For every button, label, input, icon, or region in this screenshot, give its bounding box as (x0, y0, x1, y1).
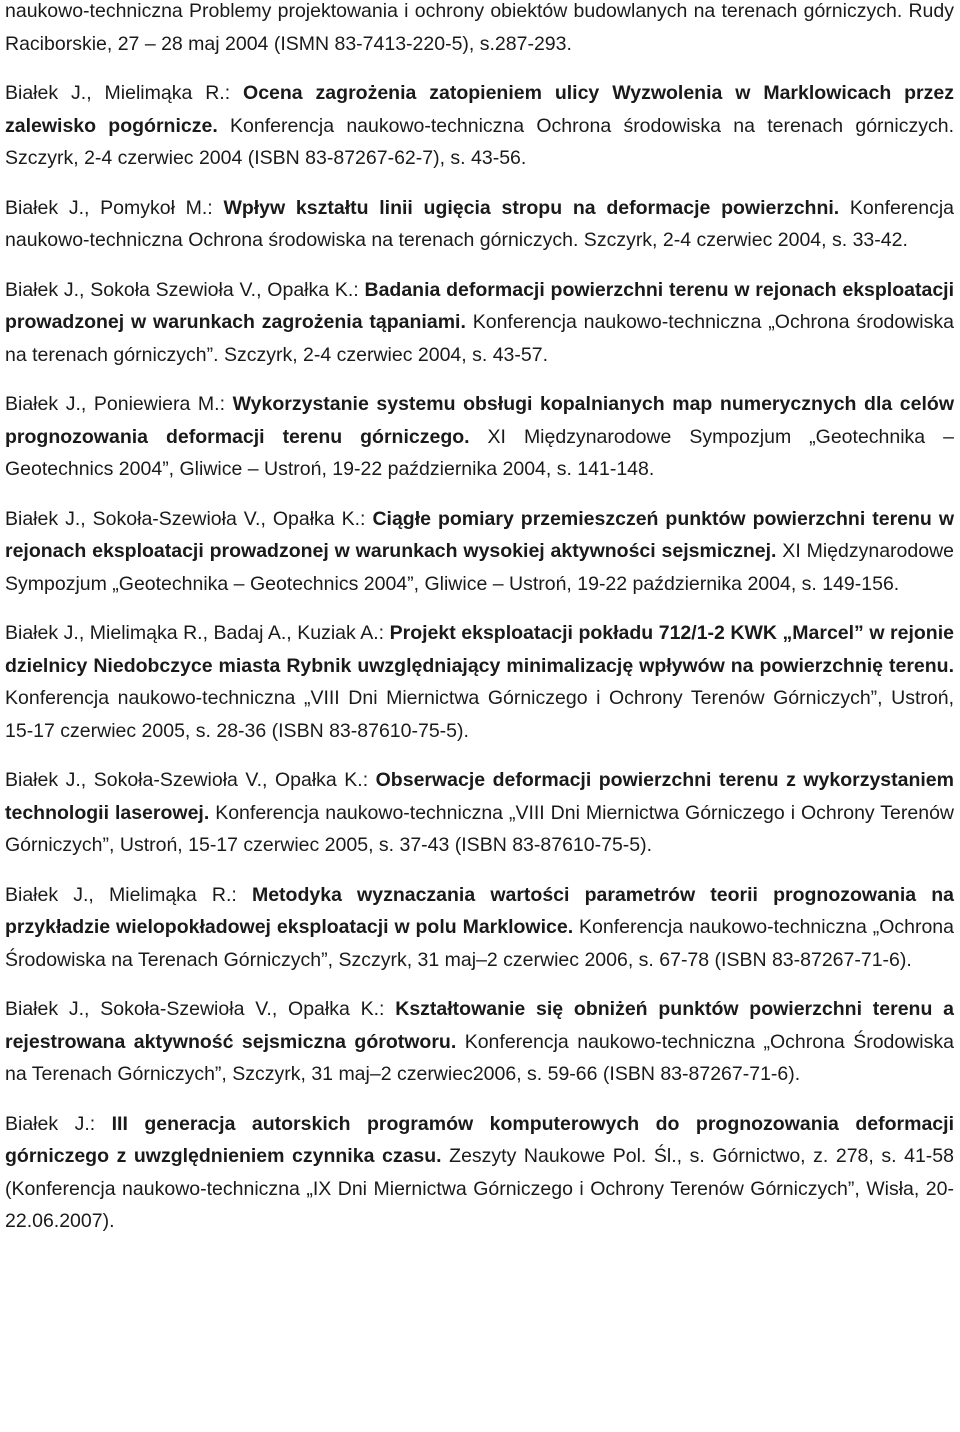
reference-entry (5, 192, 954, 257)
reference-entry (5, 879, 954, 977)
reference-title: Ocena zagrożenia zatopieniem ulicy Wyzwolenia w Marklowicach przez zalewisko pogórnicze. (5, 82, 954, 137)
reference-title: Projekt eksploatacji pokładu 712/1-2 KWK „Marcel” w rejonie dzielnicy Niedobczyce miasta Rybnik uwzględniający minimalizację wpływów na powierzchnię terenu. (5, 622, 954, 677)
reference-details: Konferencja naukowo-techniczna „Ochrona Środowiska na Terenach Górniczych”, Szczyrk, 31 maj–2 czerwiec2006, s. 59-66 (ISBN 83-87267-71-6). (5, 1030, 954, 1085)
reference-entry (5, 388, 954, 486)
reference-details: Konferencja naukowo-techniczna „Ochrona Środowiska na Terenach Górniczych”, Szczyrk, 31 maj–2 czerwiec 2006, s. 67-78 (ISBN 83-87267-71-6). (5, 916, 954, 971)
reference-entry (5, 274, 954, 372)
reference-authors: Białek J., Mielimąka R., Badaj A., Kuziak A.: (5, 622, 390, 644)
reference-details: Konferencja naukowo-techniczna Ochrona środowiska na terenach górniczych. Szczyrk, 2-4 czerwiec 2004, s. 33-42. (5, 196, 954, 251)
reference-entry (5, 1108, 954, 1238)
reference-authors: Białek J., Poniewiera M.: (5, 393, 233, 415)
reference-authors: Białek J., Sokoła-Szewioła V., Opałka K.: (5, 998, 396, 1020)
reference-authors: Białek J., Mielimąka R.: (5, 883, 252, 906)
reference-title: Obserwacje deformacji powierzchni terenu z wykorzystaniem technologii laserowej. (5, 769, 954, 824)
reference-title: Badania deformacji powierzchni terenu w rejonach eksploatacji prowadzonej w warunkach zagrożenia tąpaniami. (5, 278, 954, 333)
reference-entry (5, 77, 954, 175)
reference-details: Zeszyty Naukowe Pol. Śl., s. Górnictwo, z. 278, s. 41-58 (Konferencja naukowo-techniczna „IX Dni Miernictwa Górniczego i Ochrony Terenów Górniczych”, Wisła, 20-22.06.2007). (5, 1145, 954, 1232)
reference-details: XI Międzynarodowe Sympozjum „Geotechnika – Geotechnics 2004”, Gliwice – Ustroń, 19-22 października 2004, s. 149-156. (5, 540, 955, 595)
reference-title: Kształtowanie się obniżeń punktów powierzchni terenu a rejestrowana aktywność sejsmiczna górotworu. (5, 998, 954, 1053)
reference-details: Konferencja naukowo-techniczna Ochrona środowiska na terenach górniczych. Szczyrk, 2-4 czerwiec 2004 (ISBN 83-87267-62-7), s. 43-56. (5, 114, 954, 169)
reference-entry (5, 0, 954, 60)
reference-authors: Białek J., Pomykoł M.: (5, 196, 224, 219)
reference-title: Wykorzystanie systemu obsługi kopalnianych map numerycznych dla celów prognozowania deformacji terenu górniczego. (5, 393, 954, 448)
reference-entry (5, 993, 954, 1091)
reference-details: naukowo-techniczna Problemy projektowania i ochrony obiektów budowlanych na terenach górniczych. Rudy Raciborskie, 27 – 28 maj 2004 (ISMN 83-7413-220-5), s.287-293. (5, 0, 954, 55)
reference-details: Konferencja naukowo-techniczna „VIII Dni Miernictwa Górniczego i Ochrony Terenów Górniczych”, Ustroń, 15-17 czerwiec 2005, s. 37-43 (ISBN 83-87610-75-5). (5, 801, 954, 856)
reference-details: XI Międzynarodowe Sympozjum „Geotechnika – Geotechnics 2004”, Gliwice – Ustroń, 19-22 października 2004, s. 141-148. (5, 425, 954, 480)
reference-authors: Białek J., Sokoła-Szewioła V., Opałka K.: (5, 769, 376, 791)
reference-authors: Białek J., Sokoła Szewioła V., Opałka K.: (5, 278, 365, 301)
reference-details: Konferencja naukowo-techniczna „Ochrona środowiska na terenach górniczych”. Szczyrk, 2-4 czerwiec 2004, s. 43-57. (5, 311, 954, 366)
reference-title: Ciągłe pomiary przemieszczeń punktów powierzchni terenu w rejonach eksploatacji prowadzonej w warunkach wysokiej aktywności sejsmicznej. (5, 507, 954, 562)
reference-title: Wpływ kształtu linii ugięcia stropu na deformacje powierzchni. (223, 196, 840, 219)
reference-entry (5, 503, 954, 601)
reference-entry (5, 764, 954, 862)
reference-title: III generacja autorskich programów komputerowych do prognozowania deformacji górniczego z uwzględnieniem czynnika czasu. (5, 1112, 954, 1167)
reference-authors: Białek J., Sokoła-Szewioła V., Opałka K.: (5, 507, 373, 530)
reference-authors: Białek J.: (5, 1112, 112, 1135)
reference-authors: Białek J., Mielimąka R.: (5, 82, 244, 104)
reference-details: Konferencja naukowo-techniczna „VIII Dni Miernictwa Górniczego i Ochrony Terenów Górniczych”, Ustroń, 15-17 czerwiec 2005, s. 28-36 (ISBN 83-87610-75-5). (5, 687, 954, 742)
reference-title: Metodyka wyznaczania wartości parametrów teorii prognozowania na przykładzie wielopokładowej eksploatacji w polu Marklowice. (5, 883, 954, 938)
reference-entry (5, 617, 954, 747)
